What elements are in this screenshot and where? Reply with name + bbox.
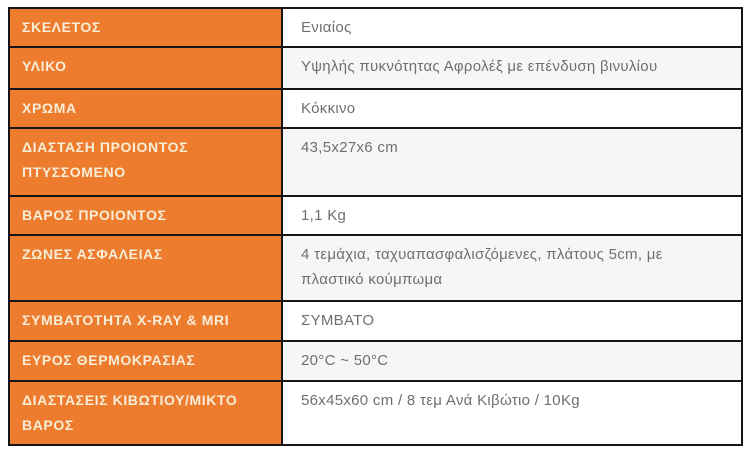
spec-row	[9, 8, 742, 47]
spec-value: Κόκκινο	[282, 89, 742, 128]
spec-value: 56x45x60 cm / 8 τεμ Ανά Κιβώτιο / 10Kg	[282, 381, 742, 445]
spec-label: ΣΥΜΒΑΤΟΤΗΤΑ X-RAY & MRI	[9, 301, 282, 341]
spec-label: ΔΙΑΣΤΑΣΗ ΠΡΟΙΟΝΤΟΣ ΠΤΥΣΣΟΜΕΝΟ	[9, 128, 282, 196]
spec-value: 20°C ~ 50°C	[282, 341, 742, 381]
spec-label: ΒΑΡΟΣ ΠΡΟΙΟΝΤΟΣ	[9, 196, 282, 235]
spec-row	[9, 47, 742, 89]
spec-label: ΔΙΑΣΤΑΣΕΙΣ ΚΙΒΩΤΙΟΥ/ΜΙΚΤΟ ΒΑΡΟΣ	[9, 381, 282, 445]
spec-label: ΕΥΡΟΣ ΘΕΡΜΟΚΡΑΣΙΑΣ	[9, 341, 282, 381]
spec-row	[9, 196, 742, 235]
spec-value: 4 τεμάχια, ταχυαπασφαλισζόμενες, πλάτους 5cm, με πλαστικό κούμπωμα	[282, 235, 742, 301]
spec-value: Ενιαίος	[282, 8, 742, 47]
spec-table	[8, 7, 743, 446]
spec-value: ΣΥΜΒΑΤΟ	[282, 301, 742, 341]
spec-label: ΧΡΩΜΑ	[9, 89, 282, 128]
spec-row	[9, 341, 742, 381]
spec-row	[9, 301, 742, 341]
spec-label: ΣΚΕΛΕΤΟΣ	[9, 8, 282, 47]
spec-row	[9, 89, 742, 128]
spec-label: ΥΛΙΚΟ	[9, 47, 282, 89]
spec-label: ΖΩΝΕΣ ΑΣΦΑΛΕΙΑΣ	[9, 235, 282, 301]
spec-value: 43,5x27x6 cm	[282, 128, 742, 196]
spec-row	[9, 235, 742, 301]
spec-value: Υψηλής πυκνότητας Αφρολέξ με επένδυση βινυλίου	[282, 47, 742, 89]
spec-row	[9, 128, 742, 196]
spec-value: 1,1 Kg	[282, 196, 742, 235]
spec-row	[9, 381, 742, 445]
